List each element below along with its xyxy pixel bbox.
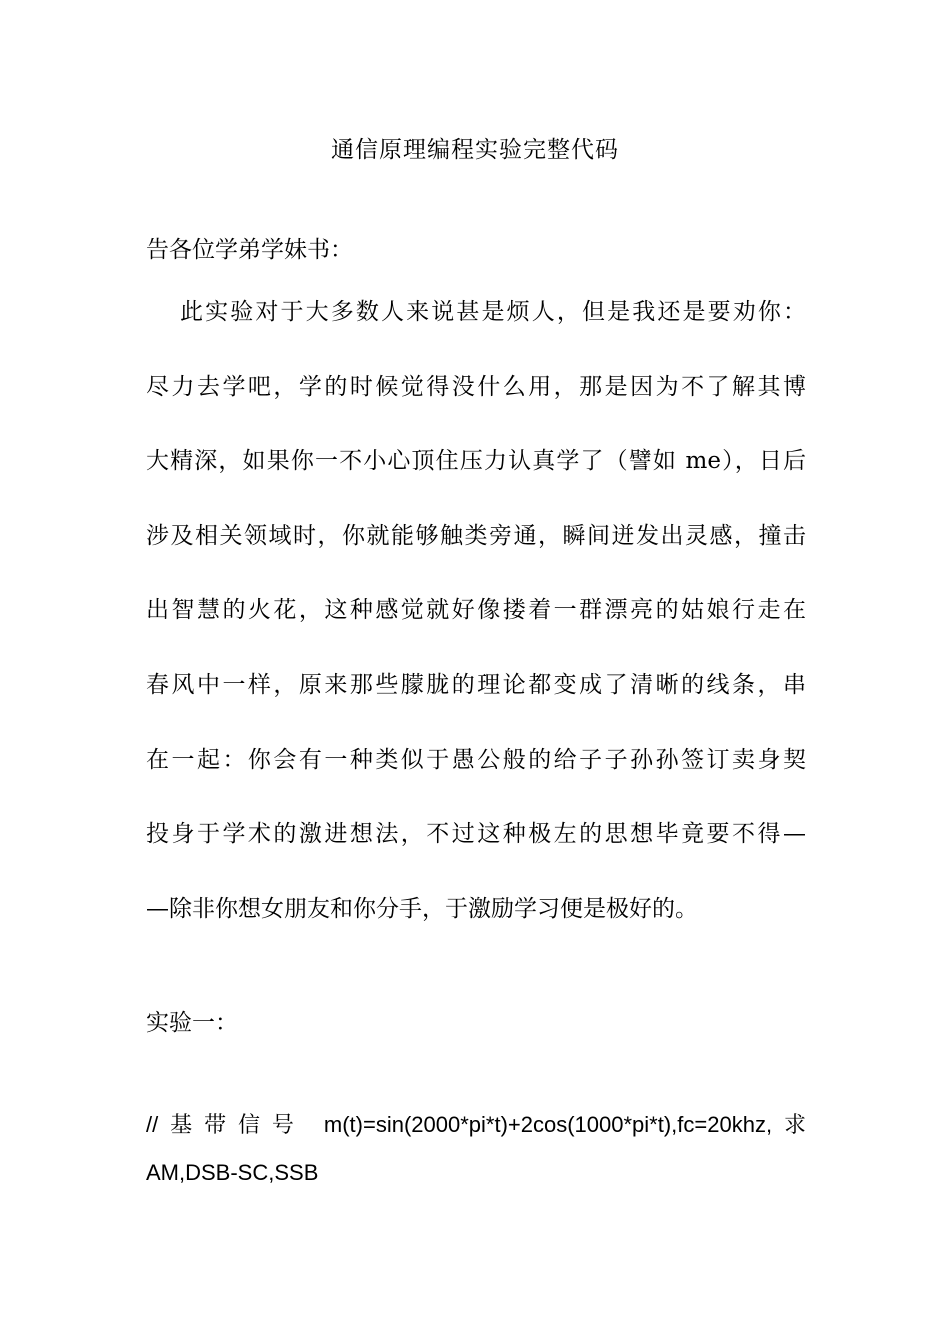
paragraph-line: 尽力去学吧，学的时候觉得没什么用，那是因为不了解其博 [146,373,806,400]
paragraph-line: 涉及相关领域时，你就能够触类旁通，瞬间迸发出灵感，撞击 [146,522,806,549]
section-heading: 实验一： [146,1010,238,1036]
paragraph-line: 在一起：你会有一种类似于愚公般的给子子孙孙签订卖身契 [146,746,806,773]
code-comment-line: //基带信号 m(t)=sin(2000*pi*t)+2cos(1000*pi*t),fc=20khz,求 [146,1112,806,1137]
paragraph-line: 春风中一样，原来那些朦胧的理论都变成了清晰的线条，串 [146,671,806,698]
paragraph-line: 投身于学术的激进想法，不过这种极左的思想毕竟要不得— [146,821,806,848]
salutation: 告各位学弟学妹书： [146,237,353,263]
letter-paragraph [146,292,806,963]
document-title: 通信原理编程实验完整代码 [331,137,619,163]
code-comment [146,1101,806,1197]
paragraph-line: 出智慧的火花，这种感觉就好像搂着一群漂亮的姑娘行走在 [146,597,806,624]
paragraph-line: —除非你想女朋友和你分手，于激励学习便是极好的。 [146,895,698,922]
paragraph-line: 此实验对于大多数人来说甚是烦人，但是我还是要劝你： [180,299,806,325]
code-comment-line: AM,DSB-SC,SSB [146,1160,319,1185]
paragraph-line: 大精深，如果你一不小心顶住压力认真学了（譬如 me），日后 [146,448,806,475]
